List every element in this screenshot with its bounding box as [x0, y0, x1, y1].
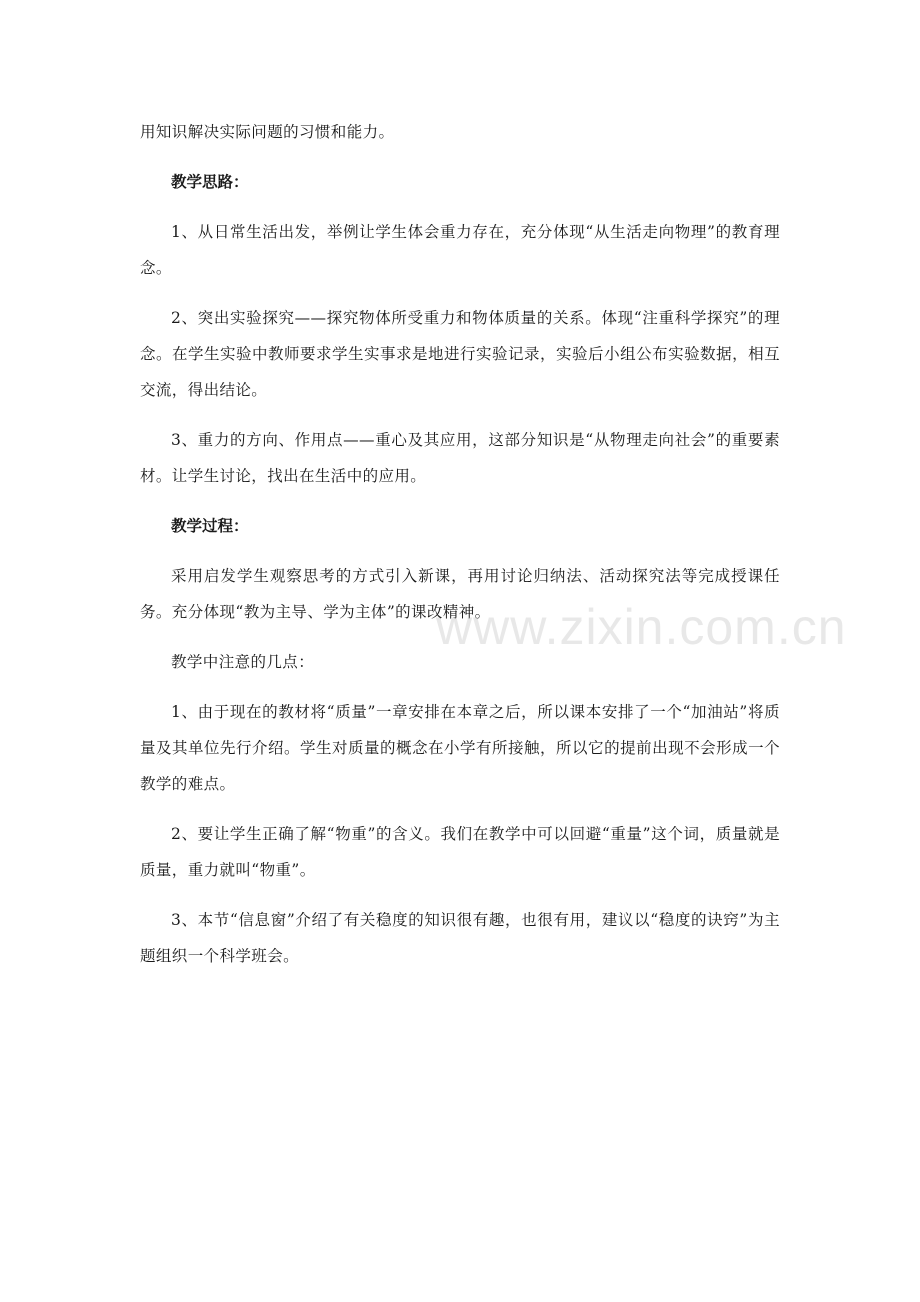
note-item-1: 1、由于现在的教材将“质量”一章安排在本章之后，所以课本安排了一个“加油站”将质量及其单位先行介绍。学生对质量的概念在小学有所接触，所以它的提前出现不会形成一个教学的难点。	[140, 703, 780, 793]
process-heading: 教学过程：	[171, 517, 249, 535]
notes-label: 教学中注意的几点：	[171, 653, 315, 671]
intro-tail-paragraph: 用知识解决实际问题的习惯和能力。	[140, 123, 395, 141]
process-intro: 采用启发学生观察思考的方式引入新课，再用讨论归纳法、活动探究法等完成授课任务。充分体现“教为主导、学为主体”的课改精神。	[140, 567, 780, 621]
thinking-heading: 教学思路：	[171, 173, 249, 191]
note-item-2: 2、要让学生正确了解“物重”的含义。我们在教学中可以回避“重量”这个词，质量就是质量，重力就叫“物重”。	[140, 825, 780, 879]
note-item-3: 3、本节“信息窗”介绍了有关稳度的知识很有趣，也很有用，建议以“稳度的诀窍”为主题组织一个科学班会。	[140, 911, 780, 965]
thinking-item-1: 1、从日常生活出发，举例让学生体会重力存在，充分体现“从生活走向物理”的教育理念。	[140, 223, 780, 277]
document-body	[140, 114, 780, 974]
thinking-item-3: 3、重力的方向、作用点——重心及其应用，这部分知识是“从物理走向社会”的重要素材。让学生讨论，找出在生活中的应用。	[140, 431, 780, 485]
watermark: www.zixin.com.cn	[436, 599, 847, 655]
thinking-item-2: 2、突出实验探究——探究物体所受重力和物体质量的关系。体现“注重科学探究”的理念。在学生实验中教师要求学生实事求是地进行实验记录，实验后小组公布实验数据，相互交流，得出结论。	[140, 309, 780, 399]
